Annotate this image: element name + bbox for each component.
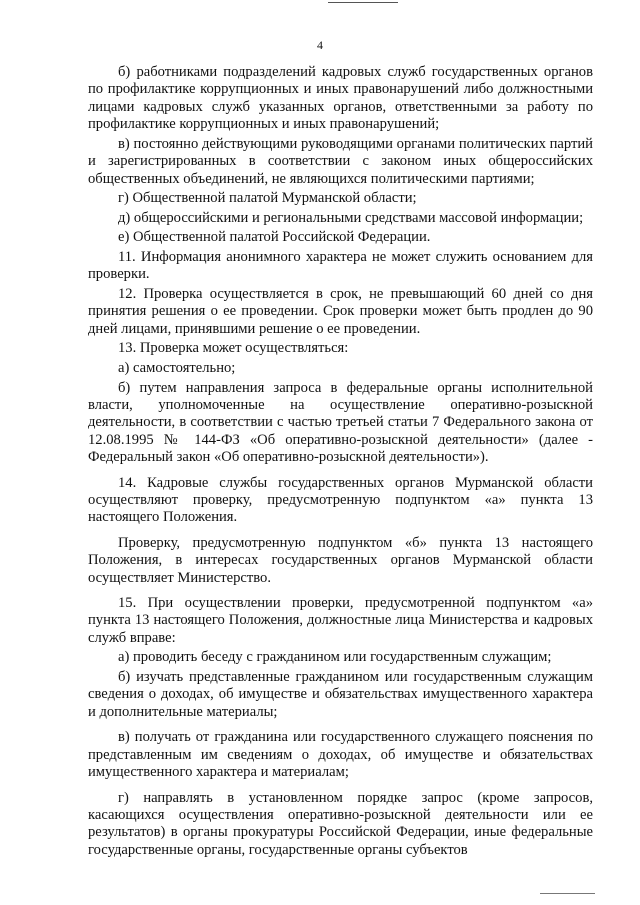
paragraph-11: 11. Информация анонимного характера не может служить основанием для проверки. [88, 249, 593, 283]
paragraph-15b: б) изучать представленные гражданином или государственным служащим сведения о доходах, об имуществе и обязательствах имущественного характера и дополнительные материалы; [88, 669, 593, 720]
paragraph-15a: а) проводить беседу с гражданином или государственным служащим; [118, 649, 552, 666]
paragraph-13b: б) путем направления запроса в федеральные органы исполнительной власти, уполномоченные на осуществление оперативно-розыскной деятельности, в соответствии с частью третьей статьи 7 Федерального закона от 12.08.1995 № 144-ФЗ «Об оперативно-розыскной деятельности» (далее - Федеральный закон «Об оперативно-розыскной деятельности»). [88, 379, 593, 466]
paragraph-15: 15. При осуществлении проверки, предусмотренной подпунктом «а» пункта 13 настоящего Положения, должностные лица Министерства и кадровых служб вправе: [88, 595, 593, 646]
paragraph-13: 13. Проверка может осуществляться: [118, 340, 349, 357]
page-number: 4 [317, 38, 323, 52]
paragraph-10v: в) постоянно действующими руководящими органами политических партий и зарегистрированных в соответствии с законом иных общероссийских общественных объединений, не являющихся политическими партиями; [88, 135, 593, 187]
paragraph-10d: д) общероссийскими и региональными средствами массовой информации; [118, 209, 584, 226]
paragraph-14: 14. Кадровые службы государственных органов Мурманской области осуществляют проверку, предусмотренную подпунктом «а» пункта 13 настоящего Положения. [88, 474, 593, 526]
paragraph-15v: в) получать от гражданина или государственного служащего пояснения по представленным им сведениям о доходах, об имуществе и обязательствах имущественного характера и материалам; [88, 729, 593, 781]
paragraph-15g: г) направлять в установленном порядке запрос (кроме запросов, касающихся осуществления оперативно-розыскной деятельности или ее результатов) в органы прокуратуры Российской Федерации, иные федеральные государственные органы, государственные органы субъектов [88, 789, 593, 858]
paragraph-10g: г) Общественной палатой Мурманской области; [118, 190, 417, 207]
document-body [88, 64, 593, 861]
paragraph-12: 12. Проверка осуществляется в срок, не превышающий 60 дней со дня принятия решения о ее проведении. Срок проверки может быть продлен до 90 дней лицами, принявшими решение о ее проведении. [88, 286, 593, 337]
bottom-rule [540, 893, 595, 894]
paragraph-10e: е) Общественной палатой Российской Федерации. [118, 229, 431, 246]
top-rule [328, 2, 398, 3]
paragraph-13a: а) самостоятельно; [118, 360, 236, 376]
paragraph-10b: б) работниками подразделений кадровых служб государственных органов по профилактике коррупционных и иных правонарушений либо должностными лицами кадровых служб указанных органов, ответственными за работу по профилактике коррупционных и иных правонарушений; [88, 64, 593, 133]
paragraph-14-second: Проверку, предусмотренную подпунктом «б» пункта 13 настоящего Положения, в интересах государственных органов Мурманской области осуществляет Министерство. [88, 534, 593, 586]
